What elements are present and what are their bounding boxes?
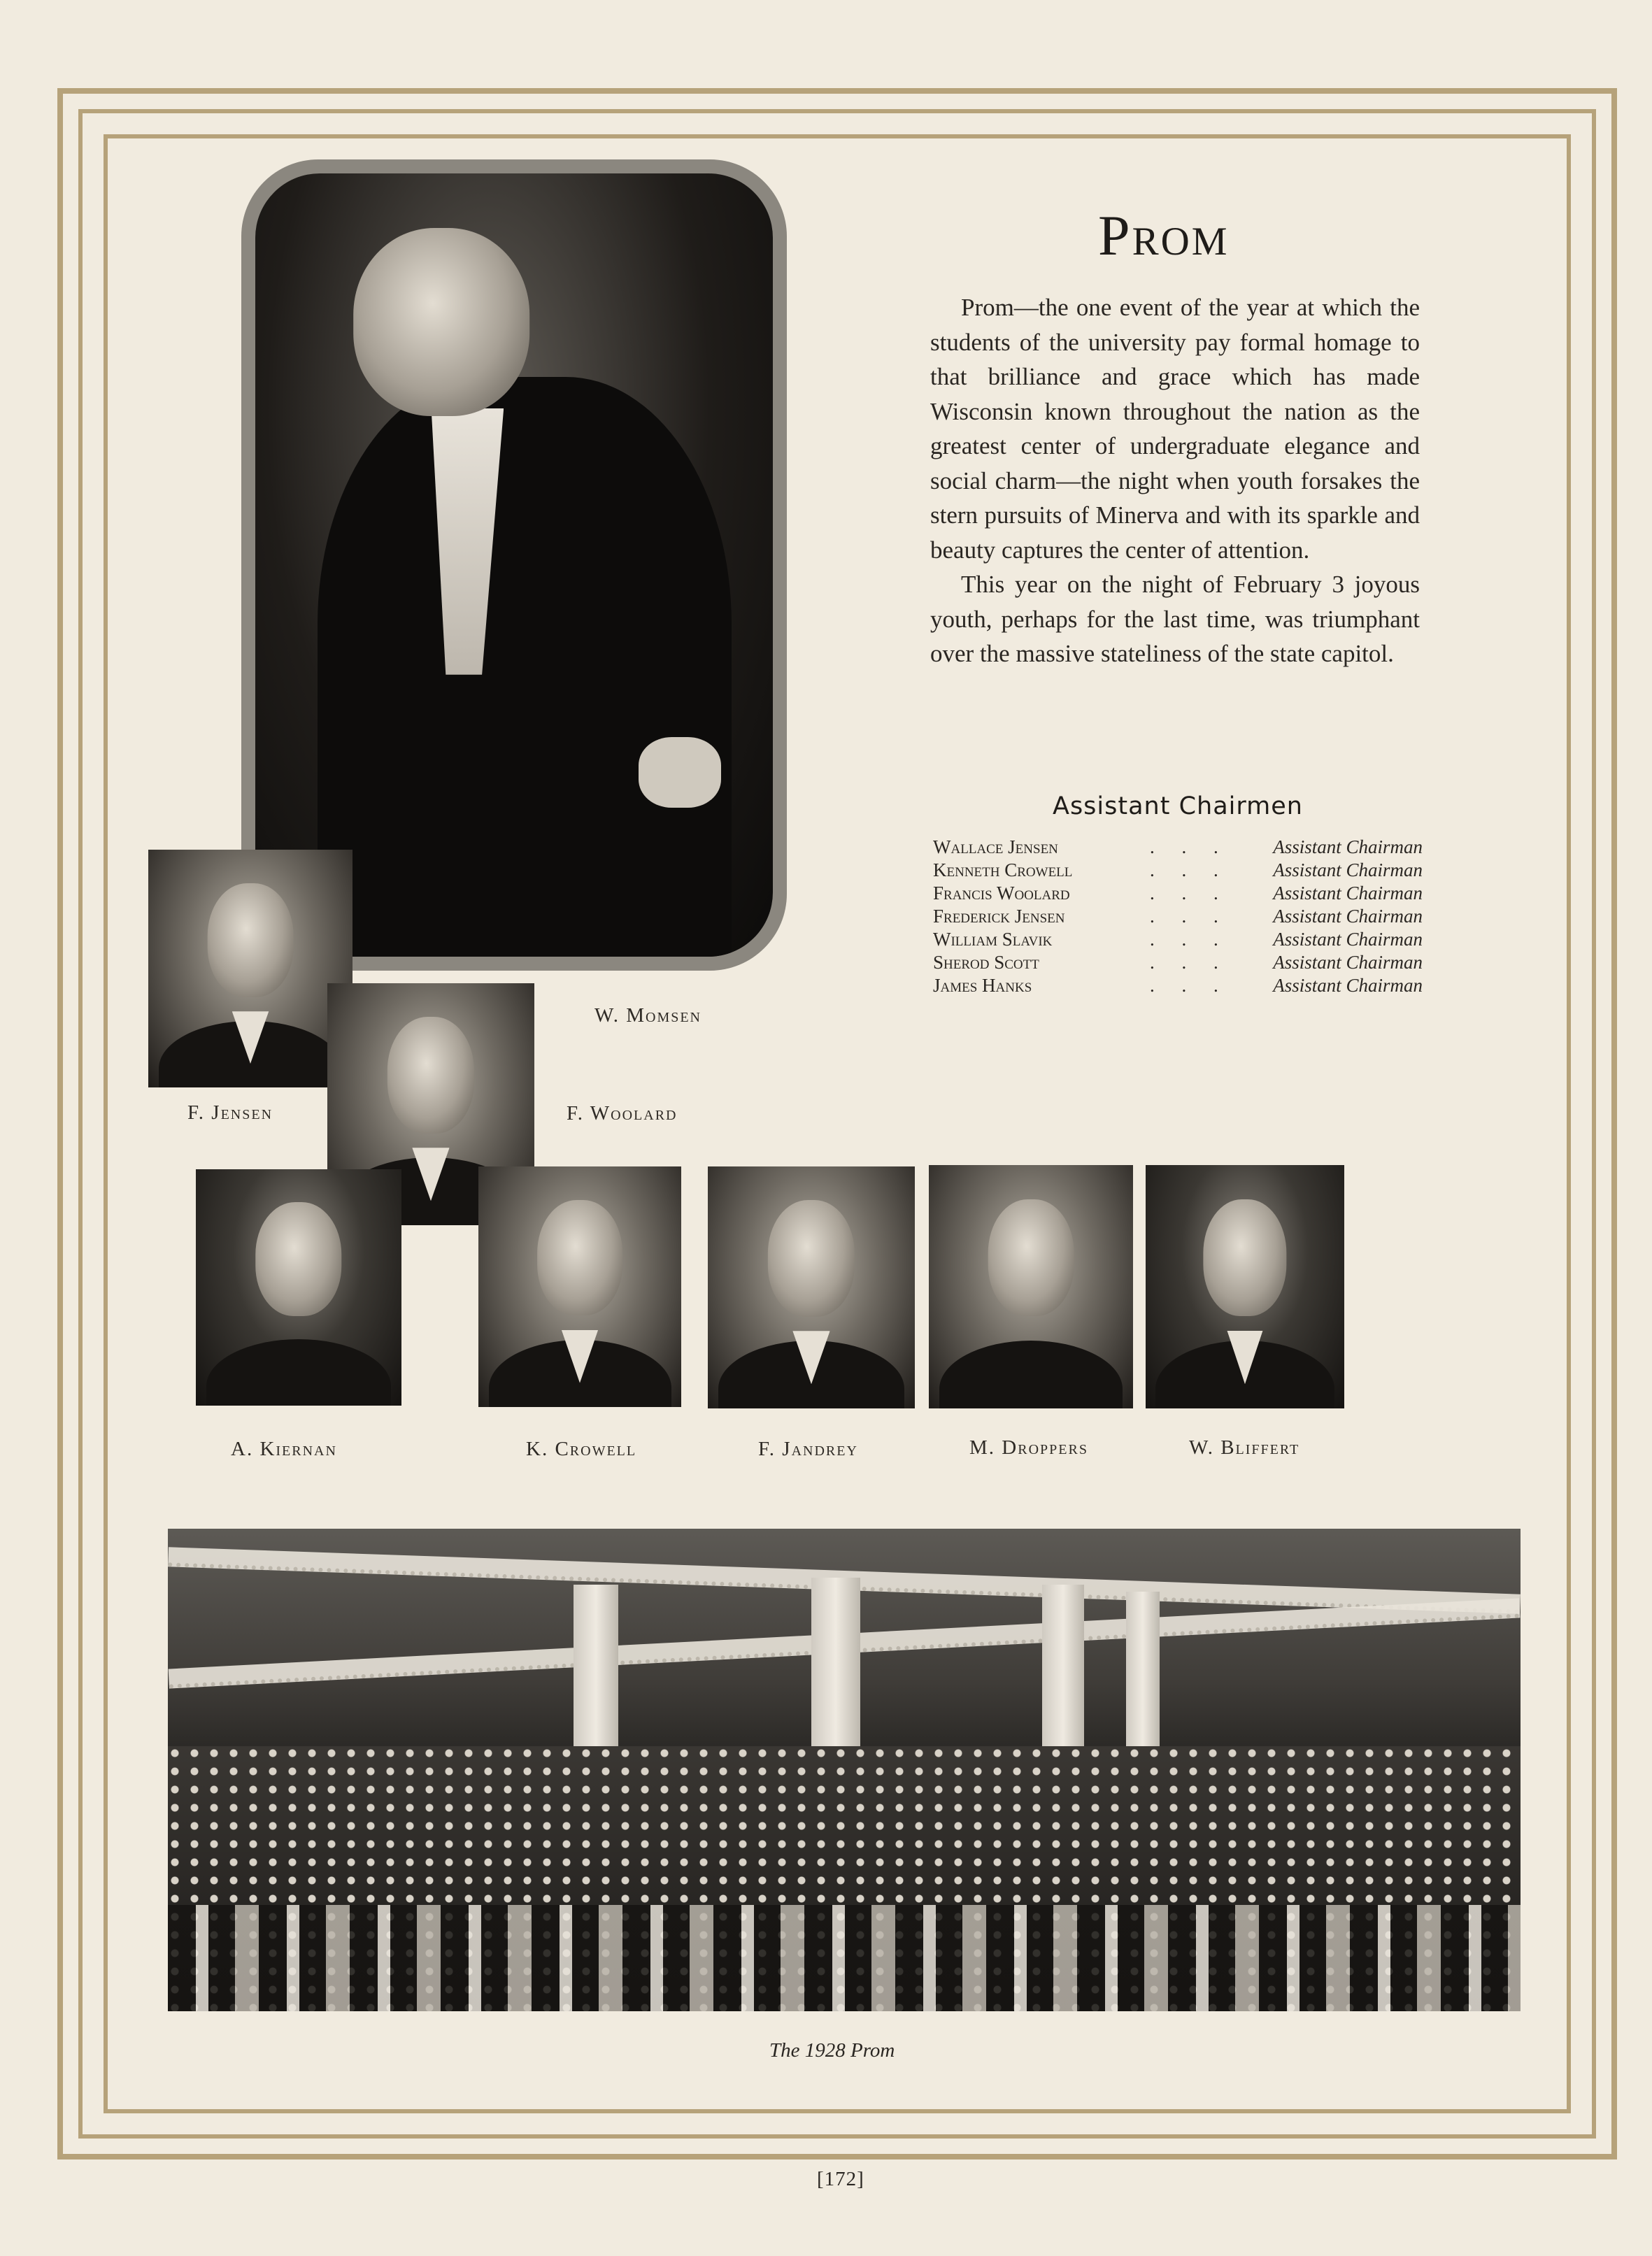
- portrait-face: [988, 1199, 1074, 1316]
- portrait-shoulders: [939, 1341, 1123, 1408]
- roster-role: Assistant Chairman: [1273, 906, 1423, 927]
- roster-row: [933, 952, 1423, 975]
- roster-leader: . . .: [1150, 906, 1230, 927]
- roster-leader: . . .: [1150, 883, 1230, 904]
- roster-role: Assistant Chairman: [1273, 952, 1423, 973]
- portrait-face: [537, 1200, 622, 1315]
- main-portrait-frame: [241, 159, 787, 971]
- group-photo: [168, 1529, 1521, 2011]
- portrait-face: [354, 228, 530, 416]
- roster-name: Kenneth Crowell: [933, 859, 1073, 880]
- page-title: Prom: [1098, 204, 1230, 267]
- roster-name: Frederick Jensen: [933, 906, 1065, 927]
- roster-leader: . . .: [1150, 836, 1230, 857]
- article-text: [930, 290, 1420, 671]
- roster-row: [933, 883, 1423, 906]
- roster-name: Francis Woolard: [933, 883, 1070, 904]
- roster-role: Assistant Chairman: [1273, 929, 1423, 950]
- portrait-suit: [318, 377, 732, 957]
- caption-main-portrait: W. Momsen: [594, 1004, 702, 1027]
- paragraph-2: This year on the night of February 3 joyous youth, perhaps for the last time, was triumphant over the massive stateliness of the state capitol.: [930, 571, 1420, 667]
- assistant-chairmen-list: [933, 836, 1423, 998]
- portrait-face: [387, 1017, 474, 1133]
- portrait-droppers: [929, 1165, 1133, 1408]
- paragraph-1: Prom—the one event of the year at which the students of the university pay formal homage to that brilliance and grace which has made Wisconsin known throughout the nation as the greatest center of undergraduate elegance and social charm—the night when youth forsakes the stern pursuits of Minerva and with its sparkle and beauty captures the center of attention.: [930, 294, 1420, 564]
- roster-role: Assistant Chairman: [1273, 975, 1423, 996]
- roster-row: [933, 906, 1423, 929]
- roster-row: [933, 836, 1423, 859]
- roster-name: William Slavik: [933, 929, 1053, 950]
- portrait-face: [255, 1202, 341, 1315]
- portrait-jandrey: [708, 1166, 915, 1408]
- roster-role: Assistant Chairman: [1273, 883, 1423, 904]
- portrait-shoulders: [206, 1339, 392, 1406]
- roster-row: [933, 929, 1423, 952]
- group-photo-caption: The 1928 Prom: [769, 2039, 895, 2062]
- caption-crowell: K. Crowell: [526, 1438, 637, 1460]
- portrait-hand: [639, 737, 721, 808]
- page-number: [172]: [817, 2168, 864, 2190]
- main-portrait-photo: [255, 173, 773, 957]
- caption-kiernan: A. Kiernan: [231, 1438, 337, 1460]
- portrait-face: [1203, 1199, 1286, 1316]
- roster-name: Sherod Scott: [933, 952, 1039, 973]
- front-row: [168, 1905, 1521, 2011]
- portrait-face: [768, 1200, 855, 1316]
- roster-leader: . . .: [1150, 975, 1230, 996]
- roster-row: [933, 859, 1423, 883]
- caption-droppers: M. Droppers: [969, 1436, 1088, 1459]
- roster-role: Assistant Chairman: [1273, 836, 1423, 857]
- portrait-bliffert: [1146, 1165, 1344, 1408]
- caption-bliffert: W. Bliffert: [1189, 1436, 1300, 1459]
- roster-leader: . . .: [1150, 859, 1230, 880]
- portrait-jensen: [148, 850, 353, 1087]
- roster-name: James Hanks: [933, 975, 1032, 996]
- portrait-face: [208, 883, 294, 997]
- portrait-kiernan: [196, 1169, 401, 1406]
- roster-name: Wallace Jensen: [933, 836, 1058, 857]
- roster-row: [933, 975, 1423, 998]
- portrait-crowell: [478, 1166, 681, 1407]
- caption-jensen: F. Jensen: [187, 1101, 273, 1124]
- roster-role: Assistant Chairman: [1273, 859, 1423, 880]
- assistant-chairmen-heading: Assistant Chairmen: [1053, 792, 1303, 820]
- caption-woolard: F. Woolard: [567, 1102, 678, 1125]
- caption-jandrey: F. Jandrey: [758, 1438, 858, 1460]
- roster-leader: . . .: [1150, 952, 1230, 973]
- roster-leader: . . .: [1150, 929, 1230, 950]
